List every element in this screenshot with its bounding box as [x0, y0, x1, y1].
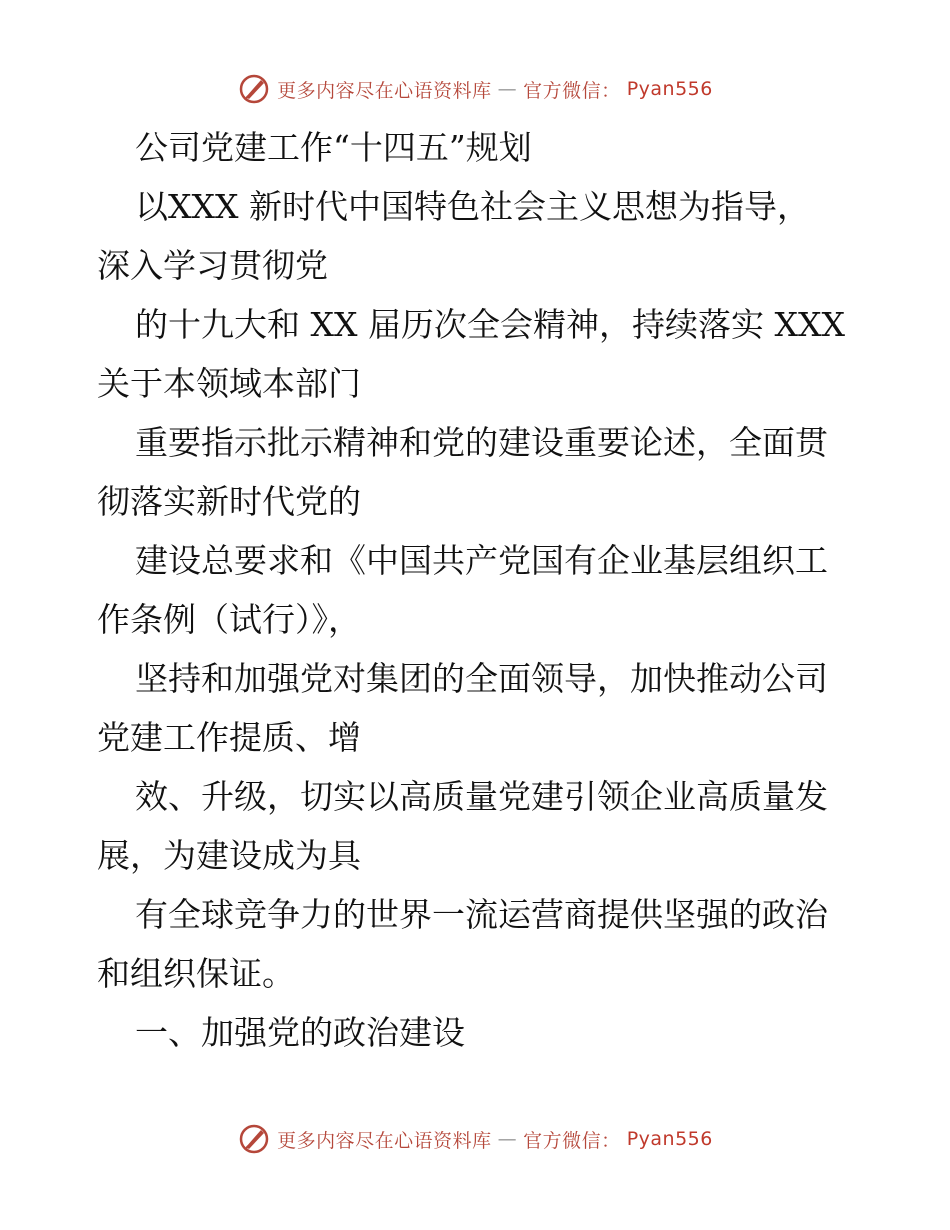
watermark-wechat-label: 官方微信：	[523, 79, 621, 102]
watermark-text: 更多内容尽在心语资料库	[277, 1129, 492, 1152]
quill-logo-icon	[237, 1122, 271, 1156]
header-watermark	[0, 72, 950, 106]
document-body	[97, 118, 857, 1062]
body-line: 彻落实新时代党的	[97, 482, 361, 521]
watermark-wechat-label: 官方微信：	[523, 1129, 621, 1152]
section-heading: 一、加强党的政治建设	[135, 1013, 465, 1052]
body-line: 重要指示批示精神和党的建设重要论述，全面贯	[135, 423, 828, 462]
body-line: 以XXX 新时代中国特色社会主义思想为指导，	[135, 187, 810, 226]
watermark-wechat-id: Pyan556	[626, 1128, 713, 1150]
body-line: 关于本领域本部门	[97, 364, 361, 403]
body-line: 坚持和加强党对集团的全面领导，加快推动公司	[135, 659, 828, 698]
body-line: 深入学习贯彻党	[97, 246, 328, 285]
body-line: 和组织保证。	[97, 954, 295, 993]
body-line: 作条例（试行）》，	[97, 600, 361, 639]
watermark-separator: —	[497, 1128, 518, 1150]
body-line: 效、升级，切实以高质量党建引领企业高质量发	[135, 777, 828, 816]
watermark-text: 更多内容尽在心语资料库	[277, 79, 492, 102]
watermark-wechat-id: Pyan556	[626, 78, 713, 100]
body-line: 的十九大和 XX 届历次全会精神，持续落实 XXX	[135, 305, 845, 344]
quill-logo-icon	[237, 72, 271, 106]
body-line: 有全球竞争力的世界一流运营商提供坚强的政治	[135, 895, 828, 934]
watermark-separator: —	[497, 78, 518, 100]
body-line: 建设总要求和《中国共产党国有企业基层组织工	[135, 541, 828, 580]
body-line: 党建工作提质、增	[97, 718, 361, 757]
footer-watermark	[0, 1122, 950, 1156]
document-title: 公司党建工作“十四五”规划	[135, 128, 532, 167]
body-line: 展，为建设成为具	[97, 836, 361, 875]
